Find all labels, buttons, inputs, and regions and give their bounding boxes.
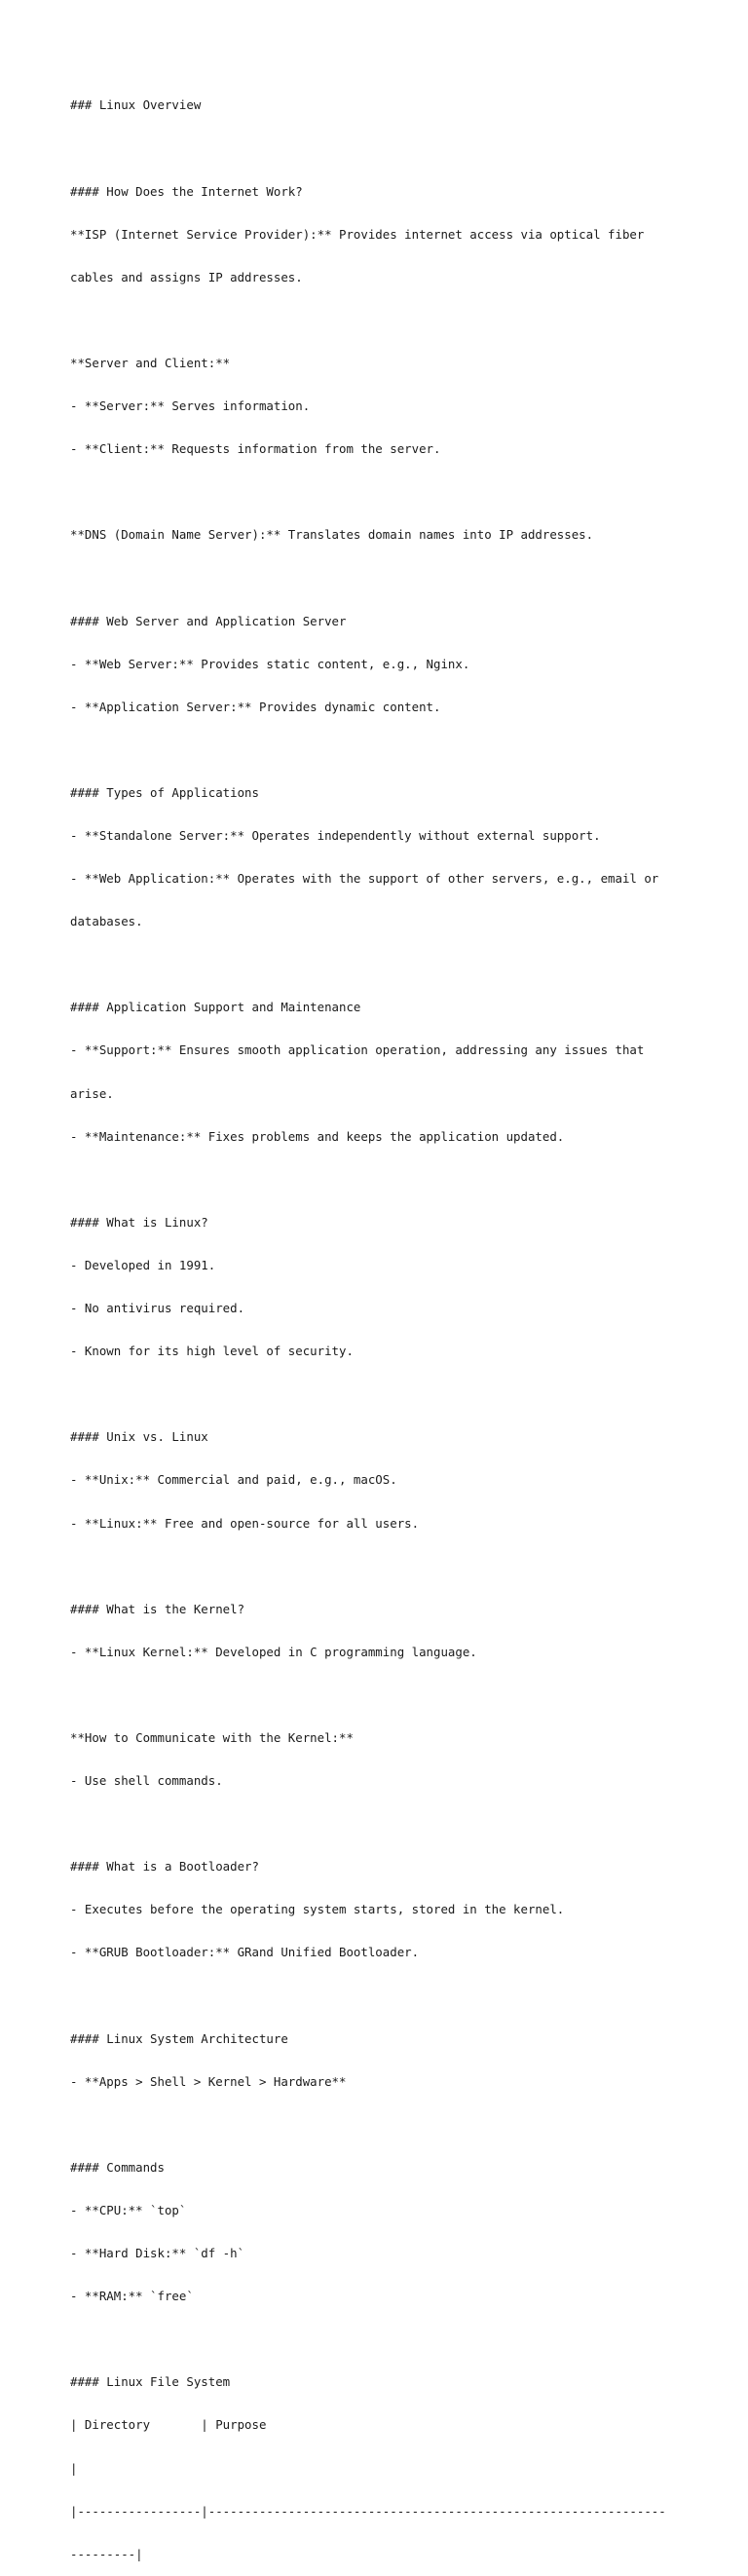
doc-line [70, 1387, 693, 1402]
doc-line: - **Maintenance:** Fixes problems and keeps the application updated. [70, 1128, 565, 1144]
doc-line [70, 743, 693, 758]
doc-line: #### Linux System Architecture [70, 2030, 288, 2046]
doc-line [70, 1989, 693, 2004]
doc-line: - Known for its high level of security. [70, 1344, 354, 1359]
doc-line: - **Web Server:** Provides static content, e.g., Nginx. [70, 656, 470, 671]
doc-line: - **GRUB Bootloader:** GRand Unified Bootloader. [70, 1945, 420, 1960]
doc-line: - **Client:** Requests information from the server. [70, 441, 441, 457]
doc-line: #### Unix vs. Linux [70, 1429, 208, 1445]
doc-line [70, 571, 693, 586]
document-page [70, 70, 693, 2576]
doc-line: **Server and Client:** [70, 355, 231, 370]
doc-line: - **Standalone Server:** Operates independently without external support. [70, 828, 601, 843]
doc-line: #### What is the Kernel? [70, 1601, 245, 1616]
doc-line [70, 958, 693, 972]
doc-line: | Directory | Purpose [70, 2417, 267, 2433]
doc-line: - **Apps > Shell > Kernel > Hardware** [70, 2073, 347, 2089]
doc-line: #### Application Support and Maintenance [70, 1000, 361, 1015]
doc-line: - Developed in 1991. [70, 1257, 216, 1272]
doc-line: - Executes before the operating system starts, stored in the kernel. [70, 1902, 565, 1917]
doc-line: #### Types of Applications [70, 784, 259, 800]
doc-line [70, 1560, 693, 1574]
doc-line: - **Unix:** Commercial and paid, e.g., macOS. [70, 1472, 397, 1488]
doc-line: ---------| [70, 2546, 143, 2561]
doc-line: cables and assigns IP addresses. [70, 269, 303, 284]
doc-line: **How to Communicate with the Kernel:** [70, 1729, 354, 1745]
doc-line [70, 142, 693, 157]
doc-line [70, 2332, 693, 2347]
doc-line [70, 1688, 693, 1703]
doc-line: - **Linux Kernel:** Developed in C programming language. [70, 1644, 477, 1659]
doc-line: arise. [70, 1085, 114, 1101]
doc-line: #### Linux File System [70, 2374, 231, 2390]
doc-line: ### Linux Overview [70, 97, 202, 113]
doc-line: - **CPU:** `top` [70, 2203, 187, 2217]
doc-line [70, 1173, 693, 1188]
doc-line: |-----------------|--------------------------------------------------------------- [70, 2503, 666, 2519]
doc-line: #### What is Linux? [70, 1214, 208, 1230]
doc-line: - No antivirus required. [70, 1301, 245, 1316]
doc-line: #### How Does the Internet Work? [70, 183, 303, 199]
doc-line: **ISP (Internet Service Provider):** Provides internet access via optical fiber [70, 226, 645, 242]
doc-line: - **Support:** Ensures smooth application operation, addressing any issues that [70, 1042, 645, 1058]
doc-line: - **RAM:** `free` [70, 2289, 194, 2304]
doc-line [70, 1817, 693, 1832]
doc-line [70, 485, 693, 500]
doc-line: #### What is a Bootloader? [70, 1859, 259, 1875]
doc-line: #### Web Server and Application Server [70, 613, 347, 628]
doc-line [70, 2118, 693, 2133]
doc-line: - **Linux:** Free and open-source for all users. [70, 1515, 420, 1531]
doc-line: - Use shell commands. [70, 1773, 223, 1789]
doc-line: - **Web Application:** Operates with the support of other servers, e.g., email or [70, 871, 659, 887]
doc-line: - **Server:** Serves information. [70, 398, 311, 414]
doc-line: databases. [70, 914, 143, 929]
doc-line: - **Application Server:** Provides dynamic content. [70, 699, 441, 714]
doc-line: **DNS (Domain Name Server):** Translates domain names into IP addresses. [70, 527, 594, 543]
doc-line: - **Hard Disk:** `df -h` [70, 2246, 245, 2261]
doc-line: #### Commands [70, 2159, 165, 2175]
doc-line: | [70, 2460, 78, 2476]
doc-line [70, 314, 693, 328]
